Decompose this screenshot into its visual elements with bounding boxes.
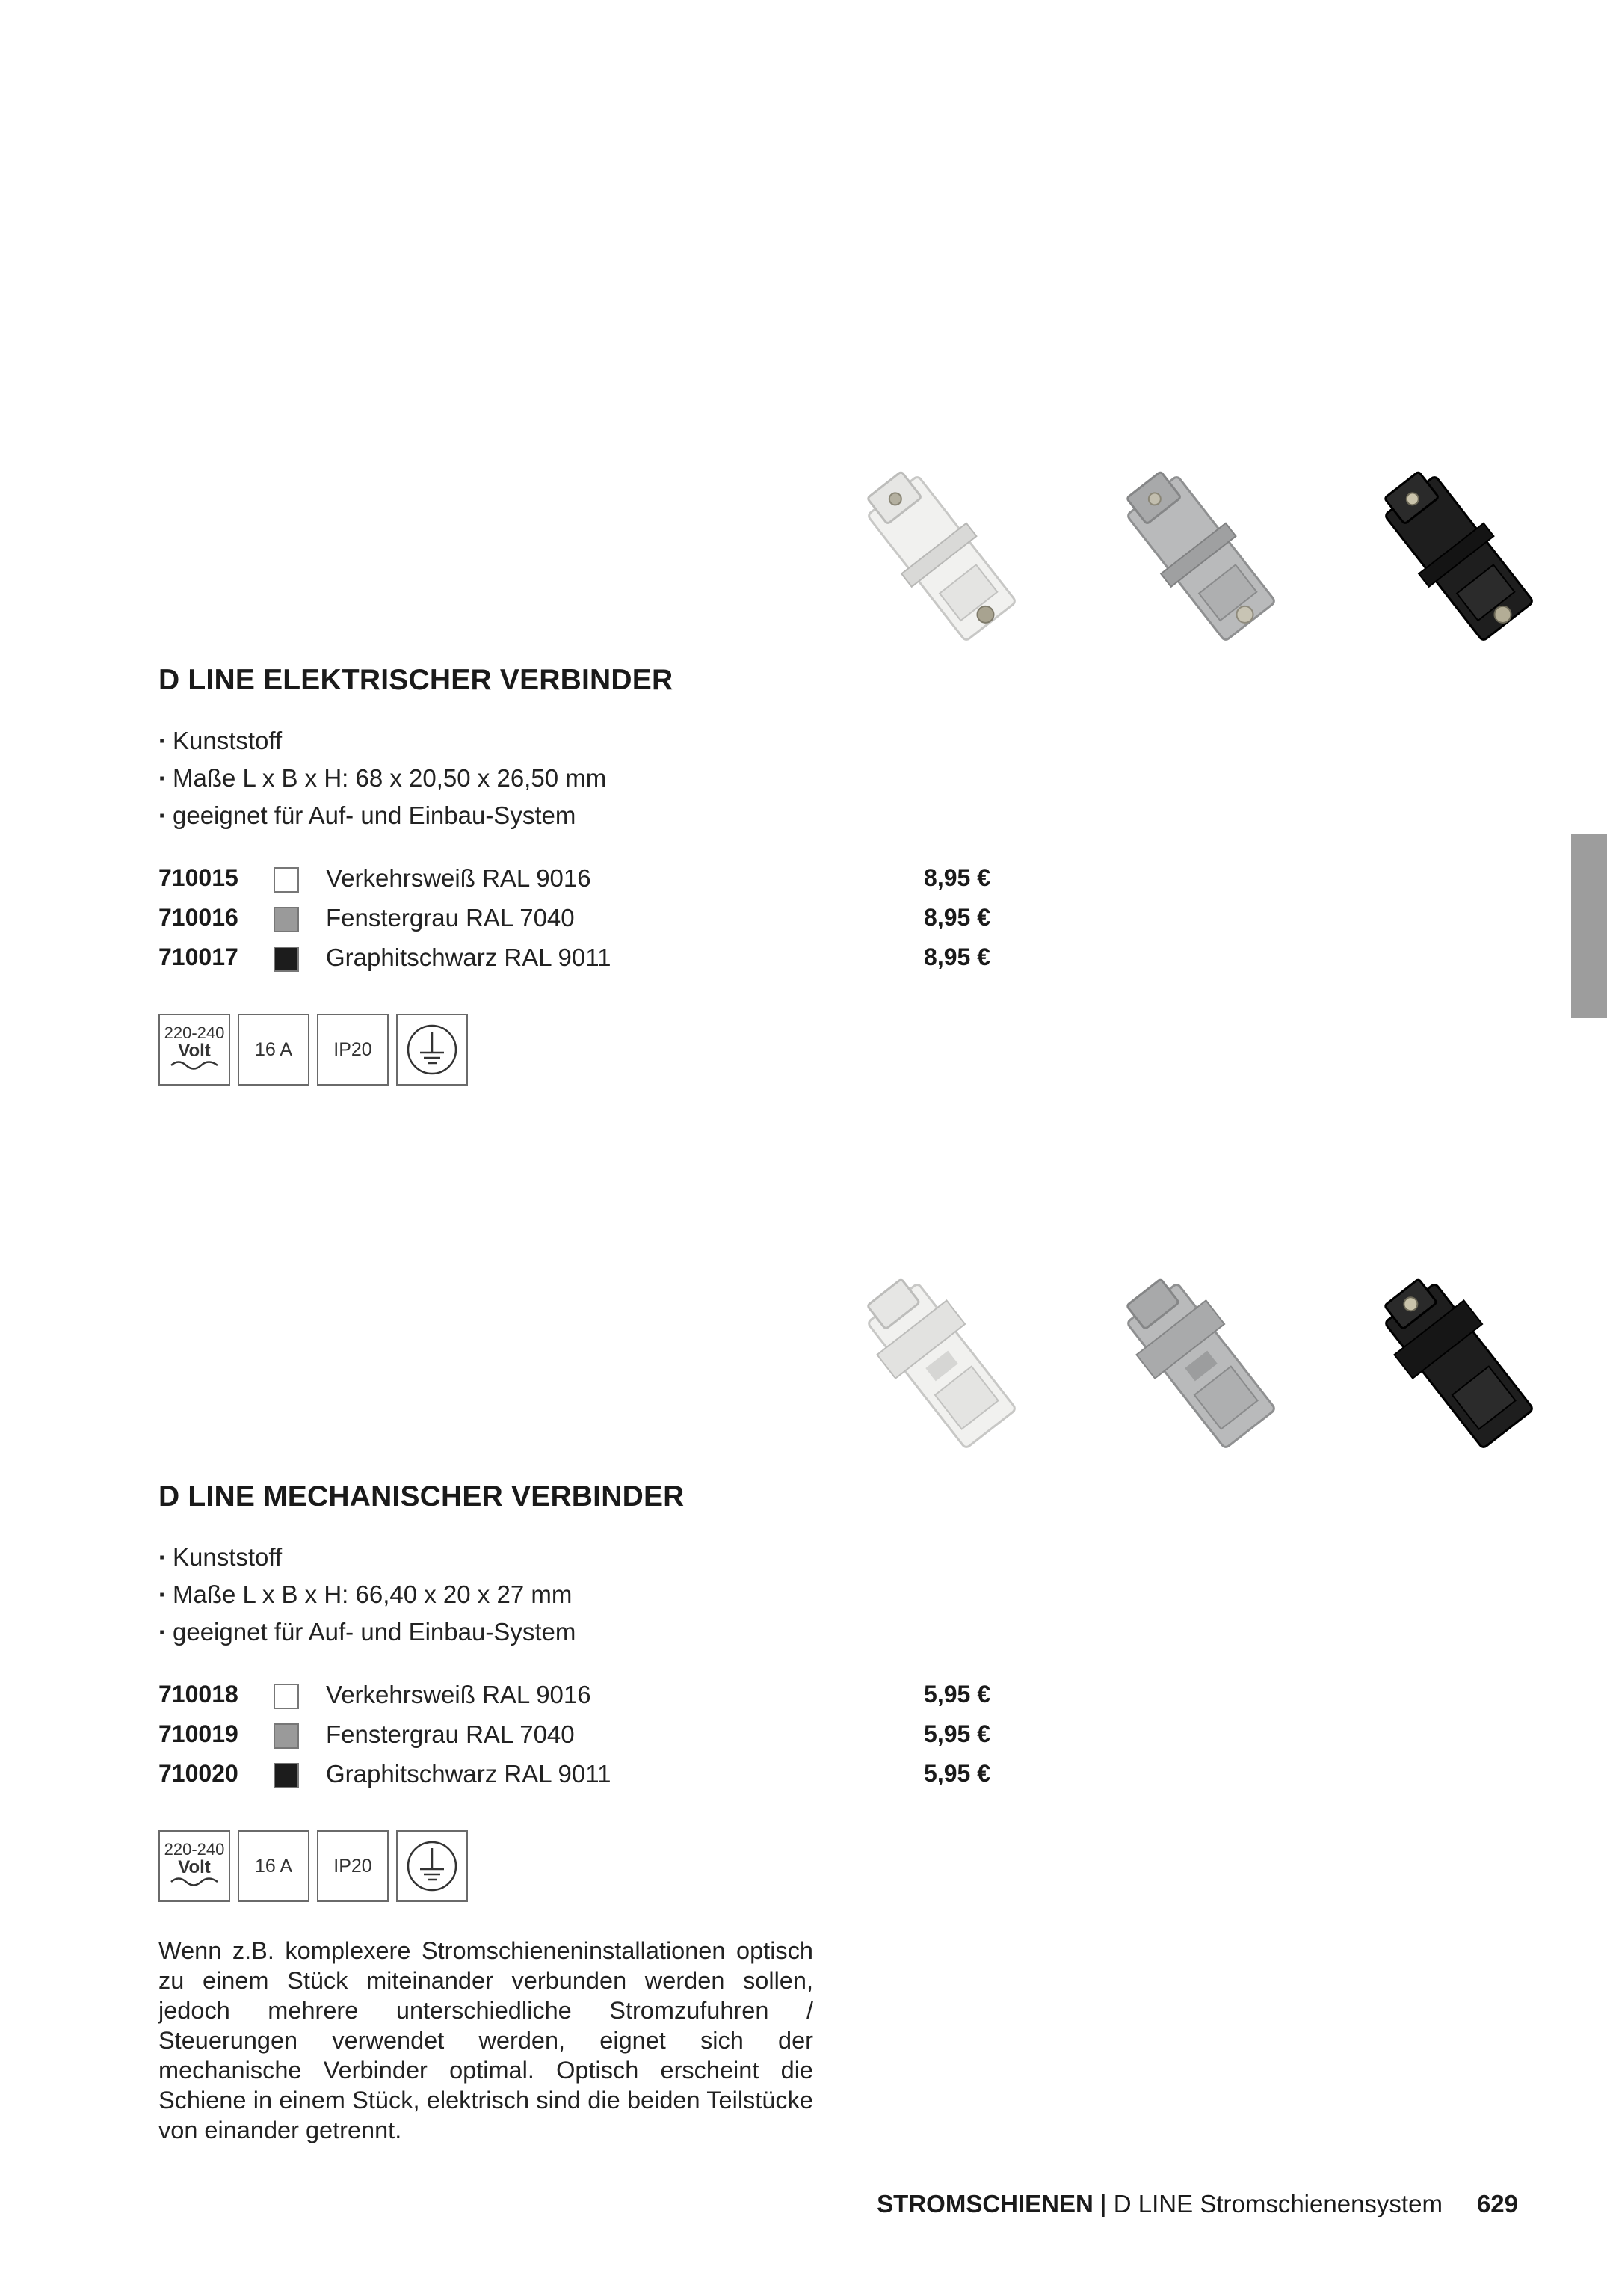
footer-subtitle: D LINE Stromschienensystem xyxy=(1113,2190,1443,2217)
color-name: Fenstergrau RAL 7040 xyxy=(326,1720,575,1748)
protection-class-icon xyxy=(317,1014,389,1086)
variant-row xyxy=(158,1678,990,1717)
spec-icons xyxy=(158,1014,468,1086)
product-photo-black-electric-connector xyxy=(1373,458,1545,659)
page-number: 629 xyxy=(1476,2190,1518,2217)
voltage-range: 220-240 xyxy=(164,1840,225,1859)
chapter-tab-marker xyxy=(1571,834,1607,1018)
voltage-icon xyxy=(158,1014,230,1086)
color-name: Fenstergrau RAL 7040 xyxy=(326,904,575,932)
color-name: Verkehrsweiß RAL 9016 xyxy=(326,864,591,892)
feature-list xyxy=(158,722,606,834)
product-title: D LINE MECHANISCHER VERBINDER xyxy=(158,1480,685,1512)
product-description: Wenn z.B. komplexere Stromschieneninstallationen optisch zu einem Stück miteinander verbunden werden sollen, jedoch mehrere unterschiedliche Stromzufuhren / Steuerungen verwendet werden, eignet sich der mechanische Verbinder optimal. Optisch erscheint die Schiene in einem Stück, elektrisch sind die beiden Teilstücke von einander getrennt. xyxy=(158,1937,813,2143)
current-rating: 16 A xyxy=(254,1038,293,1060)
product-photo-grey-mechanical-connector xyxy=(1115,1265,1287,1467)
variant-table xyxy=(158,1678,990,1797)
footer-separator: | xyxy=(1093,2190,1114,2217)
variant-row xyxy=(158,901,990,941)
variant-row xyxy=(158,1757,990,1797)
color-swatch-grey xyxy=(274,907,299,932)
ip-rating: IP20 xyxy=(333,1038,372,1060)
product-photo-black-mechanical-connector xyxy=(1373,1265,1545,1467)
page-footer xyxy=(877,2190,1518,2218)
feature-material: · Kunststoff xyxy=(158,722,606,760)
protective-earth-icon xyxy=(396,1014,468,1086)
voltage-icon xyxy=(158,1830,230,1902)
footer-category: STROMSCHIENEN xyxy=(877,2190,1094,2217)
color-swatch-grey xyxy=(274,1723,299,1749)
price: 8,95 € xyxy=(924,904,990,931)
product-photo-white-mechanical-connector xyxy=(856,1265,1028,1467)
color-swatch-black xyxy=(274,1763,299,1788)
feature-compatibility: · geeignet für Auf- und Einbau-System xyxy=(158,1613,576,1651)
voltage-range: 220-240 xyxy=(164,1024,225,1042)
current-rating: 16 A xyxy=(254,1855,293,1877)
sine-wave-icon xyxy=(168,1060,220,1071)
price: 5,95 € xyxy=(924,1760,990,1787)
spec-icons xyxy=(158,1830,468,1902)
price: 8,95 € xyxy=(924,864,990,891)
product-title: D LINE ELEKTRISCHER VERBINDER xyxy=(158,664,673,696)
feature-material: · Kunststoff xyxy=(158,1539,576,1576)
variant-row xyxy=(158,941,990,980)
price: 5,95 € xyxy=(924,1720,990,1747)
product-photo-grey-electric-connector xyxy=(1115,458,1287,659)
color-swatch-black xyxy=(274,947,299,972)
feature-dimensions: · Maße L x B x H: 66,40 x 20 x 27 mm xyxy=(158,1576,576,1613)
article-number: 710015 xyxy=(158,864,238,891)
current-icon xyxy=(238,1830,309,1902)
feature-list xyxy=(158,1539,576,1651)
variant-row xyxy=(158,1717,990,1757)
article-number: 710017 xyxy=(158,944,238,970)
article-number: 710018 xyxy=(158,1681,238,1708)
variant-table xyxy=(158,861,990,980)
color-swatch-white xyxy=(274,867,299,893)
voltage-unit: Volt xyxy=(178,1041,211,1061)
feature-dimensions: · Maße L x B x H: 68 x 20,50 x 26,50 mm xyxy=(158,760,606,797)
price: 5,95 € xyxy=(924,1681,990,1708)
article-number: 710020 xyxy=(158,1760,238,1787)
article-number: 710019 xyxy=(158,1720,238,1747)
color-name: Graphitschwarz RAL 9011 xyxy=(326,944,611,971)
protective-earth-icon xyxy=(396,1830,468,1902)
color-name: Graphitschwarz RAL 9011 xyxy=(326,1760,611,1788)
feature-compatibility: · geeignet für Auf- und Einbau-System xyxy=(158,797,606,834)
product-photo-white-electric-connector xyxy=(856,458,1028,659)
price: 8,95 € xyxy=(924,944,990,970)
current-icon xyxy=(238,1014,309,1086)
voltage-unit: Volt xyxy=(178,1857,211,1877)
sine-wave-icon xyxy=(168,1877,220,1887)
color-swatch-white xyxy=(274,1684,299,1709)
article-number: 710016 xyxy=(158,904,238,931)
ip-rating: IP20 xyxy=(333,1855,372,1877)
variant-row xyxy=(158,861,990,901)
color-name: Verkehrsweiß RAL 9016 xyxy=(326,1681,591,1708)
protection-class-icon xyxy=(317,1830,389,1902)
